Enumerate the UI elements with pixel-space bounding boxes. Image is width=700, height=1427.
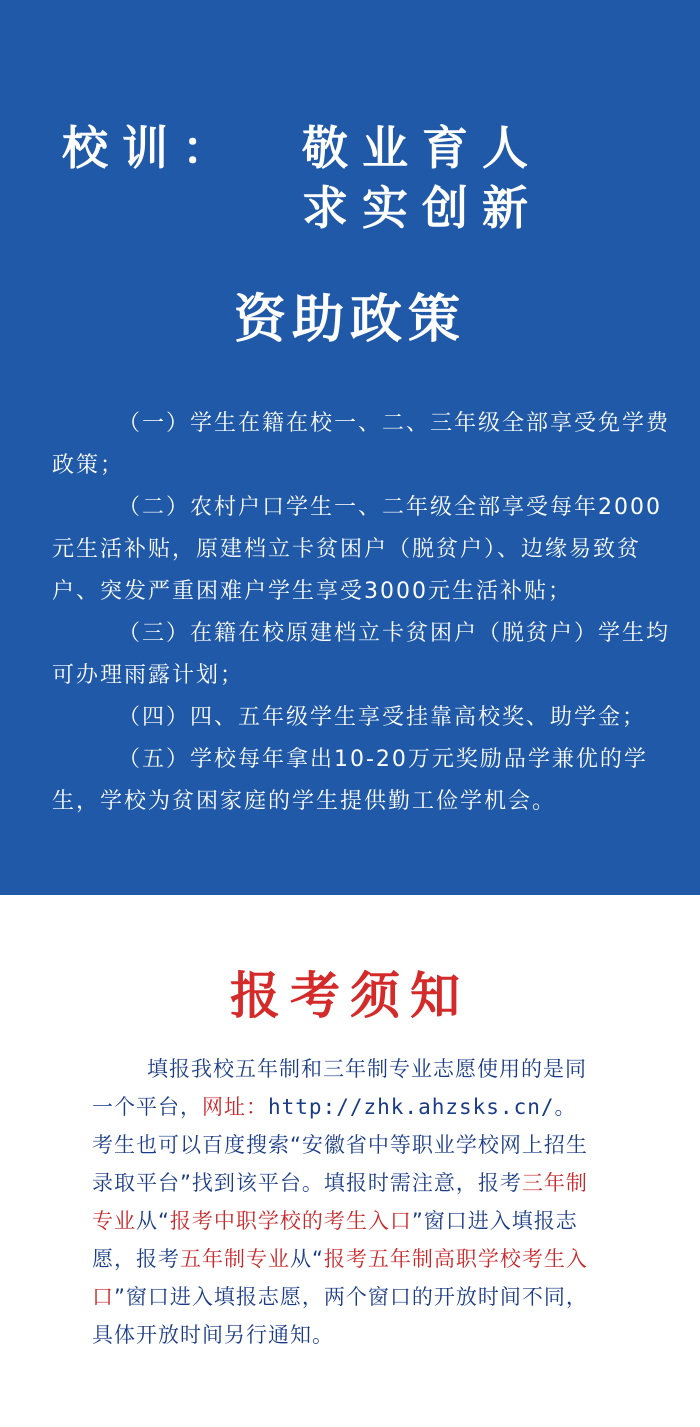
five-year-major-highlight: 五年制专业 <box>180 1247 290 1271</box>
notice-text-2: 。考生也可以百度搜索“安徽省中等职业学校网上招生录取平台”找到该平台。填报时需注意，报考 <box>92 1095 588 1195</box>
motto-line-2: 求实创新 <box>302 181 542 235</box>
notice-body <box>92 1050 596 1354</box>
motto-label: 校训： <box>62 121 242 175</box>
policy-item-5: （五）学校每年拿出10-20万元奖励品学兼优的学生，学校为贫困家庭的学生提供勤工俭学机会。 <box>52 747 648 814</box>
higher-vocational-entrance-highlight: 报考五年制高职学校考生入口 <box>92 1247 588 1309</box>
three-year-major-highlight: 三年制专业 <box>92 1171 588 1233</box>
notice-title: 报考须知 <box>230 967 470 1025</box>
notice-text-4: ”窗口进入填报志愿，报考 <box>92 1209 578 1271</box>
policy-item-4: （四）四、五年级学生享受挂靠高校奖、助学金； <box>118 705 647 730</box>
policy-list <box>52 403 678 823</box>
notice-text-3: 从“ <box>136 1209 170 1233</box>
policy-item-3: （三）在籍在校原建档立卡贫困户（脱贫户）学生均可办理雨露计划； <box>52 621 671 688</box>
policy-item-2: （二）农村户口学生一、二年级全部享受每年2000元生活补贴，原建档立卡贫困户（脱贫户）、边缘易致贫户、突发严重困难户学生享受3000元生活补贴； <box>52 495 662 604</box>
motto-line-1: 敬业育人 <box>302 121 542 175</box>
policy-item-1: （一）学生在籍在校一、二、三年级全部享受免学费政策； <box>52 411 671 478</box>
policy-title: 资助政策 <box>233 290 466 350</box>
notice-text-1: 填报我校五年制和三年制专业志愿使用的是同一个平台， <box>92 1057 587 1119</box>
secondary-school-entrance-highlight: 报考中职学校的考生入口 <box>169 1209 412 1233</box>
url-label: 网址： <box>202 1095 268 1119</box>
notice-text-6: ”窗口进入填报志愿，两个窗口的开放时间不同，具体开放时间另行通知。 <box>92 1285 588 1347</box>
notice-text-5: 从“ <box>290 1247 324 1271</box>
platform-url-link[interactable]: http://zhk.ahzsks.cn/ <box>268 1095 555 1119</box>
